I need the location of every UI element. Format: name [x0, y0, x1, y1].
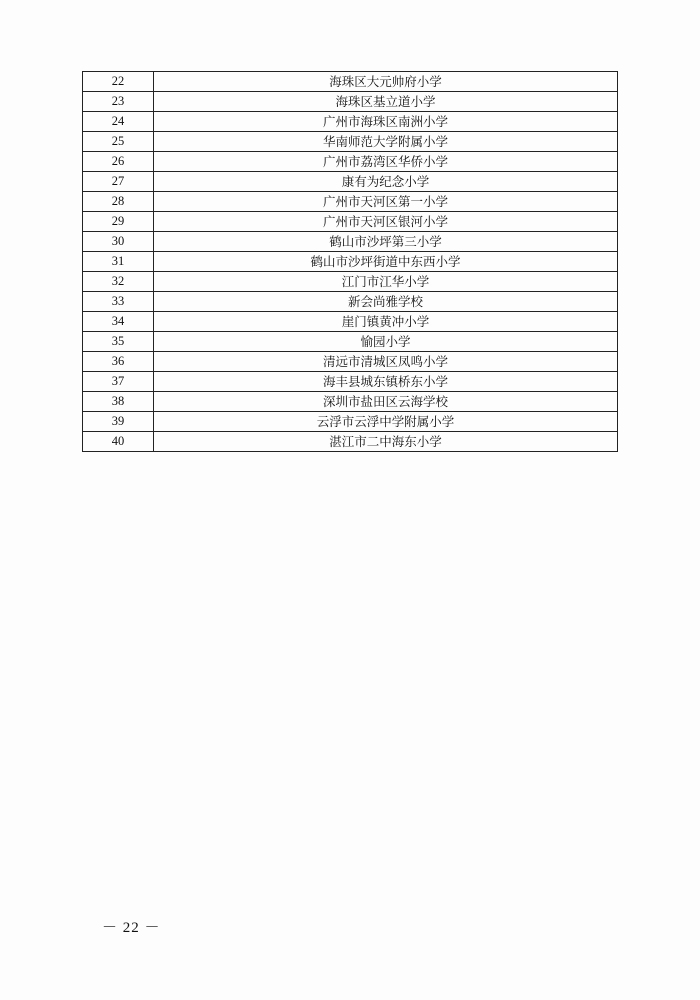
school-name: 海珠区基立道小学	[154, 92, 618, 112]
table-row	[83, 212, 618, 232]
table-row	[83, 332, 618, 352]
table-row	[83, 392, 618, 412]
table-row	[83, 132, 618, 152]
school-name: 海丰县城东镇桥东小学	[154, 372, 618, 392]
school-name: 海珠区大元帅府小学	[154, 72, 618, 92]
row-number: 24	[83, 112, 154, 132]
school-list-table	[82, 71, 618, 452]
school-name: 云浮市云浮中学附属小学	[154, 412, 618, 432]
table-row	[83, 412, 618, 432]
row-number: 35	[83, 332, 154, 352]
table-row	[83, 92, 618, 112]
row-number: 23	[83, 92, 154, 112]
school-name: 新会尚雅学校	[154, 292, 618, 312]
table-row	[83, 352, 618, 372]
table-row	[83, 312, 618, 332]
school-name: 愉园小学	[154, 332, 618, 352]
row-number: 34	[83, 312, 154, 332]
row-number: 36	[83, 352, 154, 372]
row-number: 28	[83, 192, 154, 212]
school-name: 广州市天河区第一小学	[154, 192, 618, 212]
table-row	[83, 192, 618, 212]
table-row	[83, 272, 618, 292]
table-row	[83, 432, 618, 452]
school-name: 深圳市盐田区云海学校	[154, 392, 618, 412]
table-row	[83, 372, 618, 392]
school-name: 清远市清城区凤鸣小学	[154, 352, 618, 372]
page-number: － 22 －	[102, 920, 161, 936]
row-number: 31	[83, 252, 154, 272]
row-number: 33	[83, 292, 154, 312]
school-name: 广州市天河区银河小学	[154, 212, 618, 232]
school-name: 鹤山市沙坪街道中东西小学	[154, 252, 618, 272]
school-name: 鹤山市沙坪第三小学	[154, 232, 618, 252]
row-number: 29	[83, 212, 154, 232]
school-name: 广州市荔湾区华侨小学	[154, 152, 618, 172]
table-row	[83, 172, 618, 192]
row-number: 25	[83, 132, 154, 152]
table-row	[83, 292, 618, 312]
row-number: 37	[83, 372, 154, 392]
school-name: 广州市海珠区南洲小学	[154, 112, 618, 132]
school-list-body	[83, 72, 618, 452]
row-number: 40	[83, 432, 154, 452]
table-row	[83, 252, 618, 272]
row-number: 30	[83, 232, 154, 252]
row-number: 27	[83, 172, 154, 192]
row-number: 22	[83, 72, 154, 92]
table-row	[83, 232, 618, 252]
row-number: 39	[83, 412, 154, 432]
school-name: 华南师范大学附属小学	[154, 132, 618, 152]
row-number: 38	[83, 392, 154, 412]
table-row	[83, 112, 618, 132]
school-name: 江门市江华小学	[154, 272, 618, 292]
school-name: 湛江市二中海东小学	[154, 432, 618, 452]
table-row	[83, 152, 618, 172]
row-number: 32	[83, 272, 154, 292]
row-number: 26	[83, 152, 154, 172]
school-name: 康有为纪念小学	[154, 172, 618, 192]
table-row	[83, 72, 618, 92]
school-name: 崖门镇黄冲小学	[154, 312, 618, 332]
